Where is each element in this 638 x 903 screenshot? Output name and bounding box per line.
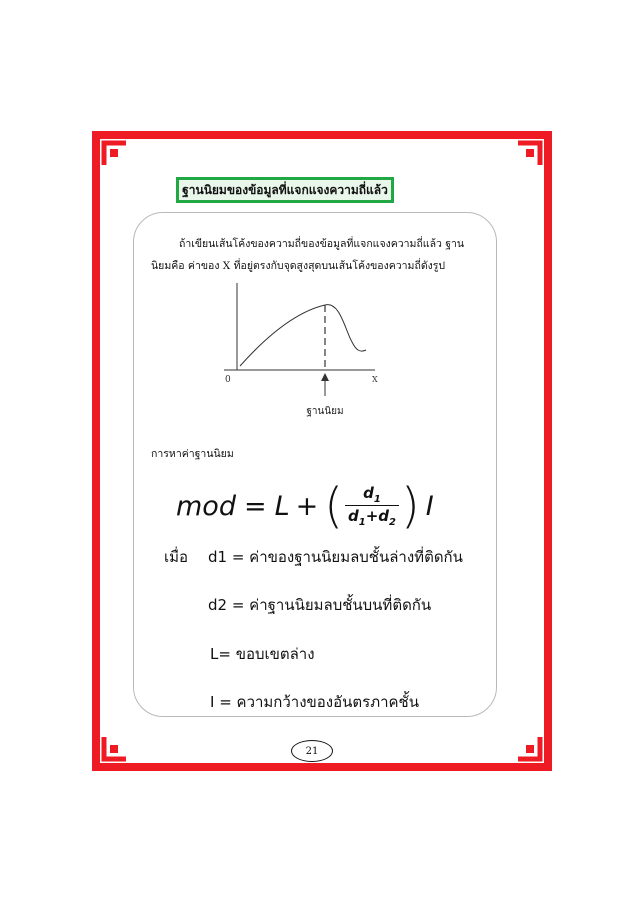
definition-L: L= ขอบเขตล่าง <box>210 645 315 663</box>
fraction-numerator: $d_1$ <box>363 484 381 505</box>
mode-arrow-label: ฐานนิยม <box>306 406 344 417</box>
fraction-denominator: $d_1+d_2$ <box>345 505 399 528</box>
definition-when: เมื่อ <box>164 548 189 566</box>
formula-I: I <box>425 490 434 522</box>
corner-ornament-bottom-left <box>92 727 136 771</box>
page-number: 21 <box>291 740 333 762</box>
formula-fraction <box>345 484 399 528</box>
formula-lhs: mod <box>176 490 236 522</box>
corner-ornament-bottom-right <box>508 727 552 771</box>
formula-plus: + <box>295 490 319 522</box>
formula-left-paren: ( <box>324 478 343 534</box>
corner-ornament-top-left <box>92 131 136 175</box>
mode-arrow-head <box>321 373 329 381</box>
how-to-find-mode-heading: การหาค่าฐานนิยม <box>151 448 234 460</box>
x-axis-label: X <box>372 375 378 384</box>
mode-frequency-curve-graph <box>210 280 400 420</box>
formula-equals: = <box>243 490 267 522</box>
intro-line-1: ถ้าเขียนเส้นโค้งของความถี่ของข้อมูลที่แจกแจงความถี่แล้ว ฐาน <box>179 238 465 250</box>
section-title-box <box>176 177 394 203</box>
origin-label: 0 <box>225 375 231 385</box>
definition-d1: d1 = ค่าของฐานนิยมลบชั้นล่างที่ติดกัน <box>208 548 463 566</box>
formula-L: L <box>274 490 290 522</box>
intro-paragraph <box>151 233 491 277</box>
mode-formula <box>176 478 434 534</box>
definition-d2: d2 = ค่าฐานนิยมลบชั้นบนที่ติดกัน <box>208 596 432 614</box>
section-title: ฐานนิยมของข้อมูลที่แจกแจงความถี่แล้ว <box>182 182 388 197</box>
intro-line-2: นิยมคือ ค่าของ X ที่อยู่ตรงกับจุดสูงสุดบนเส้นโค้งของความถี่ดังรูป <box>151 260 446 272</box>
formula-right-paren: ) <box>401 478 420 534</box>
frequency-curve <box>240 305 366 366</box>
definition-I: I = ความกว้างของอันตรภาคชั้น <box>210 693 419 711</box>
corner-ornament-top-right <box>508 131 552 175</box>
